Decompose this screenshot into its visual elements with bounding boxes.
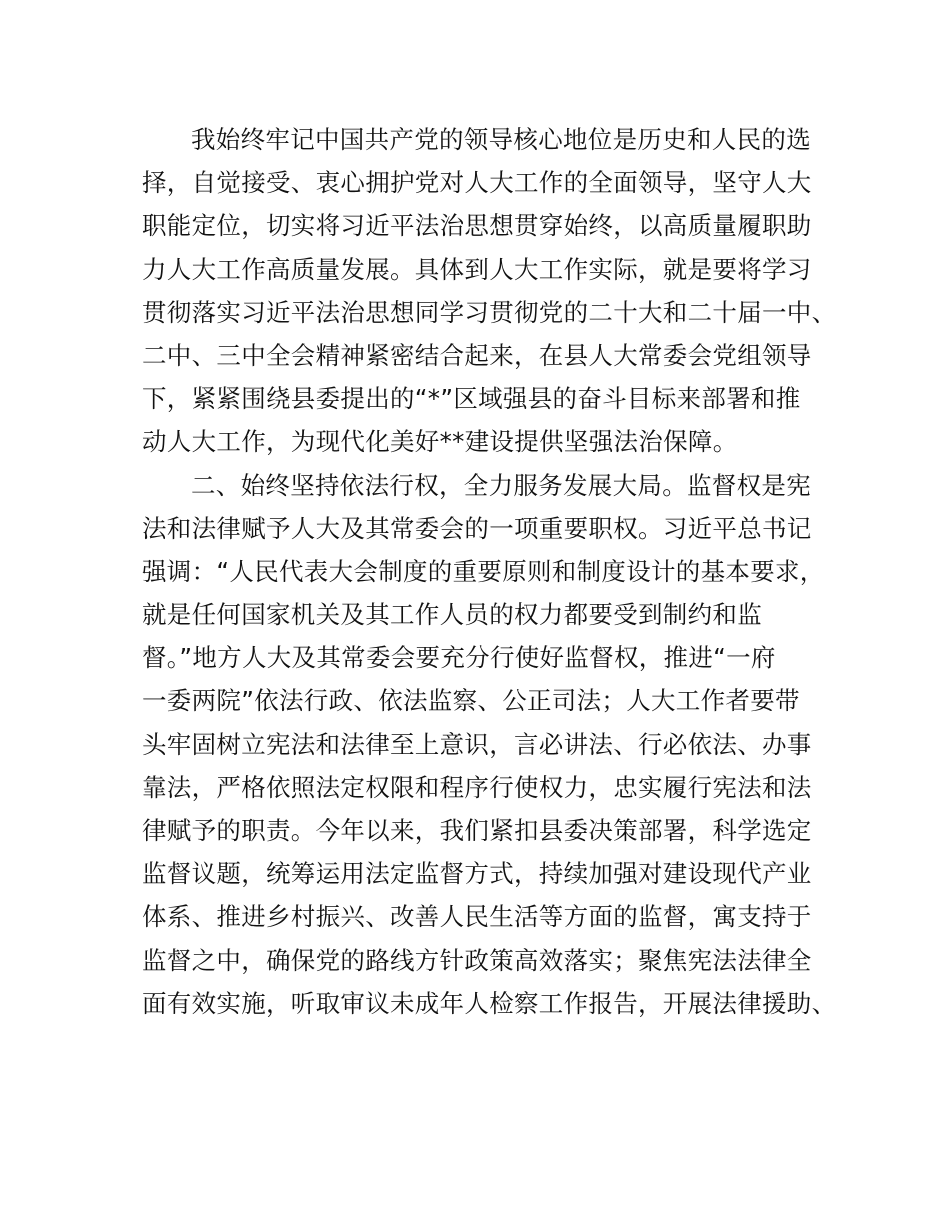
text-line: 一委两院”依法行政、依法监察、公正司法；人大工作者要带 (142, 686, 800, 716)
text-line: 动人大工作，为现代化美好**建设提供坚强法治保障。 (142, 427, 738, 457)
text-line: 就是任何国家机关及其工作人员的权力都要受到制约和监 (142, 600, 762, 630)
text-line: 头牢固树立宪法和法律至上意识，言必讲法、行必依法、办事 (142, 729, 812, 759)
text-line: 面有效实施，听取审议未成年人检察工作报告，开展法律援助、 (142, 988, 837, 1018)
text-line: 律赋予的职责。今年以来，我们紧扣县委决策部署，科学选定 (142, 816, 812, 845)
text-line: 二、始终坚持依法行权，全力服务发展大局。监督权是宪 (191, 470, 811, 500)
text-line: 下，紧紧围绕县委提出的“*”区域强县的奋斗目标来部署和推 (142, 384, 801, 414)
text-line: 靠法，严格依照法定权限和程序行使权力，忠实履行宪法和法 (142, 772, 812, 802)
text-line: 法和法律赋予人大及其常委会的一项重要职权。习近平总书记 (142, 513, 812, 543)
text-line: 二中、三中全会精神紧密结合起来，在县人大常委会党组领导 (142, 340, 812, 370)
paragraph-2 (142, 464, 837, 1025)
text-line: 强调：“人民代表大会制度的重要原则和制度设计的基本要求， (142, 556, 825, 586)
text-line: 监督议题，统筹运用法定监督方式，持续加强对建设现代产业 (142, 859, 812, 889)
text-line: 力人大工作高质量发展。具体到人大工作实际，就是要将学习 (142, 254, 812, 284)
text-line: 择，自觉接受、衷心拥护党对人大工作的全面领导，坚守人大 (142, 168, 812, 198)
text-line: 我始终牢记中国共产党的领导核心地位是历史和人民的选 (191, 125, 811, 154)
text-line: 职能定位，切实将习近平法治思想贯穿始终，以高质量履职助 (142, 211, 812, 241)
text-line: 体系、推进乡村振兴、改善人民生活等方面的监督，寓支持于 (142, 902, 812, 932)
paragraph-1 (142, 118, 837, 464)
document-body (142, 118, 837, 1025)
text-line: 监督之中，确保党的路线方针政策高效落实；聚焦宪法法律全 (142, 945, 812, 975)
text-line: 贯彻落实习近平法治思想同学习贯彻党的二十大和二十届一中、 (142, 297, 837, 327)
text-line: 督。”地方人大及其常委会要充分行使好监督权，推进“一府 (142, 643, 776, 673)
